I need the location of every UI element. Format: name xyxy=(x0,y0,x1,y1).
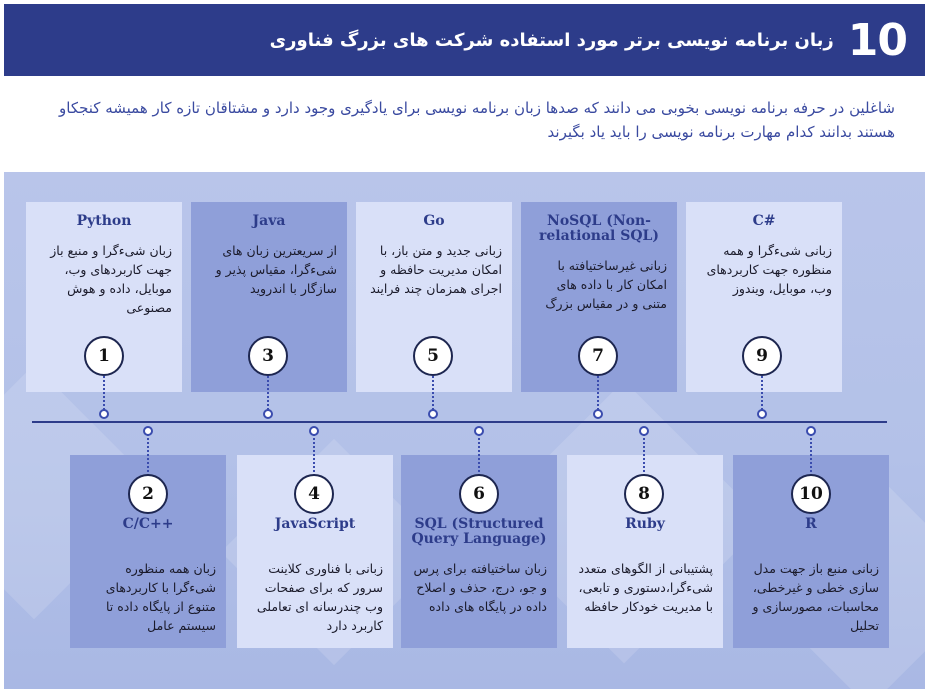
card-title: Ruby xyxy=(625,516,665,532)
number-badge-1: 1 xyxy=(84,336,124,376)
timeline-dot xyxy=(757,409,767,419)
timeline-dot xyxy=(639,426,649,436)
intro-section xyxy=(4,76,925,172)
card-description: زبان همه منظوره شیءگرا با کاربردهای متنوع از پایگاه داده تا سیستم عامل xyxy=(105,561,216,633)
card-title: SQL (Structured Query Language) xyxy=(411,516,547,547)
connector-line xyxy=(432,372,434,410)
number-badge-2: 2 xyxy=(128,474,168,514)
connector-line xyxy=(478,434,480,476)
card-title: Java xyxy=(252,213,286,229)
timeline-dot xyxy=(263,409,273,419)
timeline-dot xyxy=(474,426,484,436)
connector-line xyxy=(643,434,645,476)
timeline-dot xyxy=(806,426,816,436)
timeline-dot xyxy=(309,426,319,436)
card-description: زبانی جدید و متن باز، با امکان مدیریت حافظه و اجرای همزمان چند فرایند xyxy=(370,243,502,296)
number-badge-7: 7 xyxy=(578,336,618,376)
number-badge-3: 3 xyxy=(248,336,288,376)
number-badge-8: 8 xyxy=(624,474,664,514)
number-badge-6: 6 xyxy=(459,474,499,514)
timeline-area xyxy=(4,172,925,689)
header-banner xyxy=(4,4,925,76)
timeline-dot xyxy=(99,409,109,419)
number-badge-4: 4 xyxy=(294,474,334,514)
header-number: 10 xyxy=(847,14,907,66)
connector-line xyxy=(147,434,149,476)
timeline-line xyxy=(32,421,887,423)
connector-line xyxy=(761,372,763,410)
card-title: Go xyxy=(423,213,445,229)
card-title: R xyxy=(805,516,817,532)
connector-line xyxy=(103,372,105,410)
connector-line xyxy=(313,434,315,476)
card-title: C# xyxy=(752,213,776,229)
card-description: زبان شیءگرا و منبع باز جهت کاربردهای وب، موبایل، داده و هوش مصنوعی xyxy=(50,243,172,315)
number-badge-9: 9 xyxy=(742,336,782,376)
timeline-dot xyxy=(428,409,438,419)
card-description: زبانی غیرساختیافته با امکان کار با داده های متنی و در مقیاس بزرگ xyxy=(545,258,667,311)
number-badge-5: 5 xyxy=(413,336,453,376)
intro-text: شاغلین در حرفه برنامه نویسی بخوبی می دانند که صدها زبان برنامه نویسی برای یادگیری وجود دارد و مشتاقان تازه کار همیشه کنجکاو هستند بدانند کدام مهارت برنامه نویسی را باید یاد بگیرند xyxy=(59,99,895,141)
card-description: زبان ساختیافته برای پرس و جو، درج، حذف و اصلاح داده در پایگاه های داده xyxy=(413,561,547,614)
timeline-dot xyxy=(593,409,603,419)
connector-line xyxy=(267,372,269,410)
connector-line xyxy=(597,372,599,410)
card-description: از سریعترین زبان های شیءگرا، مقیاس پذیر و سازگار با اندروید xyxy=(215,243,337,296)
card-description: پشتیبانی از الگوهای متعدد شیءگرا،دستوری و تابعی، با مدیریت خودکار حافظه xyxy=(578,561,713,614)
header-title xyxy=(270,4,907,76)
card-title: Python xyxy=(76,213,132,229)
card-title: JavaScript xyxy=(274,516,356,532)
header-title-text: زبان برنامه نویسی برتر مورد استفاده شرکت های بزرگ فناوری xyxy=(269,29,834,51)
card-description: زبانی منبع باز جهت مدل سازی خطی و غیرخطی، محاسبات، مصورسازی و تحلیل xyxy=(752,561,879,633)
card-description: زبانی شیءگرا و همه منظوره جهت کاربردهای وب، موبایل، ویندوز xyxy=(706,243,832,296)
card-title: NoSQL (Non-relational SQL) xyxy=(538,213,659,244)
card-description: زبانی با فناوری کلاینت سرور که برای صفحات وب چندرسانه ای تعاملی کاربرد دارد xyxy=(256,561,383,633)
number-badge-10: 10 xyxy=(791,474,831,514)
connector-line xyxy=(810,434,812,476)
timeline-dot xyxy=(143,426,153,436)
card-title: C/C++ xyxy=(122,516,174,532)
